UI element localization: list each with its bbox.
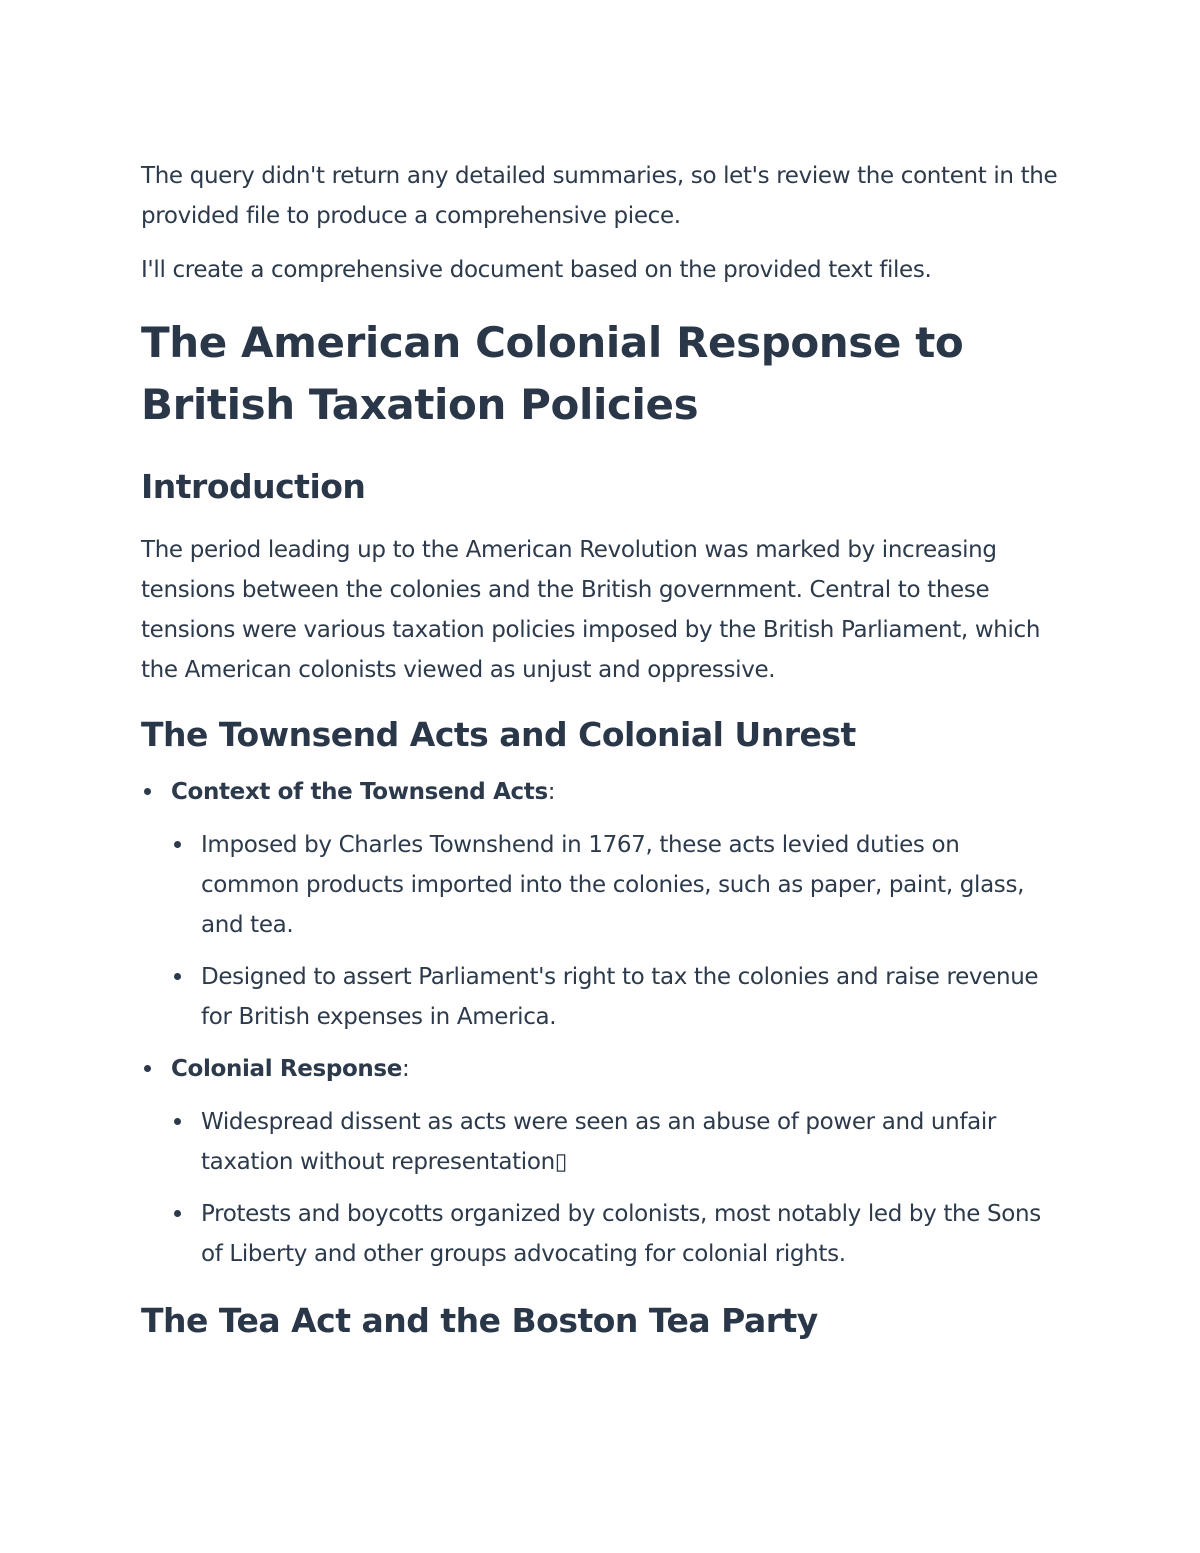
list-item: Designed to assert Parliament's right to tax the colonies and raise revenue for British expenses in America. (171, 957, 1061, 1037)
intro-note-2: I'll create a comprehensive document based on the provided text files. (141, 257, 932, 283)
introduction-heading: Introduction (141, 467, 366, 506)
list-item-colonial-response (141, 1049, 1061, 1274)
list-item-label: Context of the Townsend Acts (171, 779, 548, 805)
introduction-paragraph: The period leading up to the American Revolution was marked by increasing tensions between the colonies and the British government. Central to these tensions were various taxation policies imposed by the British Parliament, which the American colonists viewed as unjust and oppressive. (141, 537, 1041, 683)
list-item-context (141, 772, 1061, 1037)
list-item-label-suffix: : (402, 1056, 410, 1082)
document-title: The American Colonial Response to British Taxation Policies (141, 318, 964, 429)
list-item-label-suffix: : (547, 779, 556, 805)
list-item: Widespread dissent as acts were seen as an abuse of power and unfair taxation without representation▯ (171, 1102, 1061, 1182)
list-item-label: Colonial Response (171, 1056, 403, 1082)
response-sublist (171, 1102, 1061, 1274)
townsend-list (141, 772, 1061, 1274)
tea-act-heading: The Tea Act and the Boston Tea Party (141, 1301, 818, 1340)
context-sublist (171, 825, 1061, 1037)
list-item: Imposed by Charles Townshend in 1767, these acts levied duties on common products imported into the colonies, such as paper, paint, glass, and tea. (171, 825, 1061, 945)
townsend-heading: The Townsend Acts and Colonial Unrest (141, 715, 856, 754)
intro-note-1: The query didn't return any detailed summaries, so let's review the content in the provided file to produce a comprehensive piece. (141, 163, 1058, 229)
list-item: Protests and boycotts organized by colonists, most notably led by the Sons of Liberty and other groups advocating for colonial rights. (171, 1194, 1061, 1274)
document-page (141, 156, 1061, 1344)
